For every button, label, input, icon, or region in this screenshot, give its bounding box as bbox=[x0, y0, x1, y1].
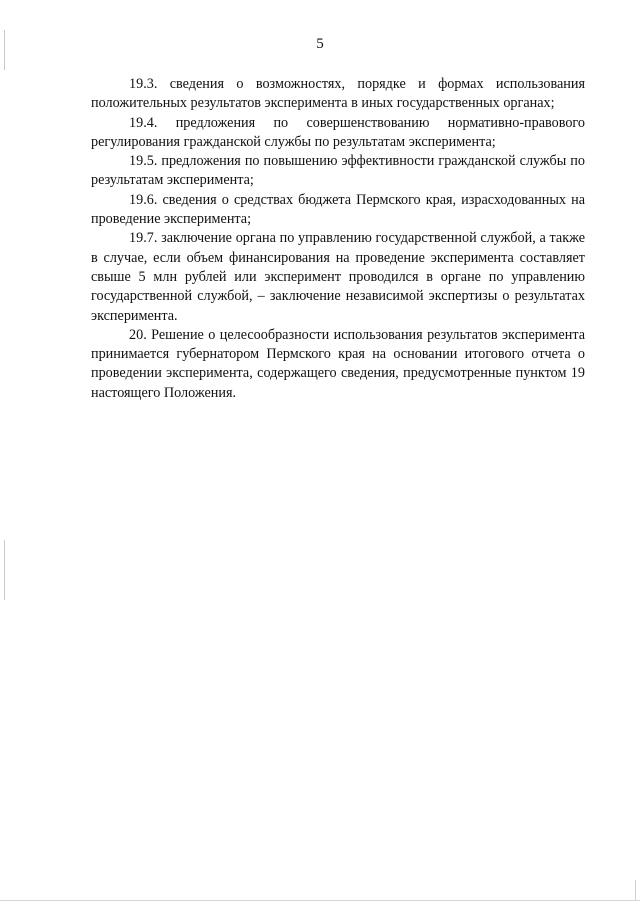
scan-bottom-edge bbox=[0, 900, 640, 901]
paragraph-19-6: 19.6. сведения о средствах бюджета Пермского края, израсходованных на проведение эксперимента; bbox=[91, 191, 585, 228]
paragraph-19-5: 19.5. предложения по повышению эффективности гражданской службы по результатам эксперимента; bbox=[91, 153, 585, 189]
scan-edge-line bbox=[4, 540, 5, 600]
paragraph-20: 20. Решение о целесообразности использования результатов эксперимента принимается губернатором Пермского края на основании итогового отчета о проведении эксперимента, содержащего сведения, предусмотренные пунктом 19 настоящего Положения. bbox=[91, 326, 585, 401]
page-number: 5 bbox=[316, 36, 324, 52]
paragraph-19-3: 19.3. сведения о возможностях, порядке и формах использования положительных результатов эксперимента в иных государственных органах; bbox=[91, 76, 585, 112]
scan-edge-line bbox=[635, 880, 636, 900]
paragraph-19-7: 19.7. заключение органа по управлению государственной службой, а также в случае, если объем финансирования на проведение эксперимента составляет свыше 5 млн рублей или эксперимент проводился в органе по управлению государственной службой, – заключение независимой экспертизы о результатах эксперимента. bbox=[91, 230, 585, 324]
document-body bbox=[91, 75, 585, 403]
paragraph-19-4: 19.4. предложения по совершенствованию нормативно-правового регулирования гражданской службы по результатам эксперимента; bbox=[91, 114, 585, 150]
